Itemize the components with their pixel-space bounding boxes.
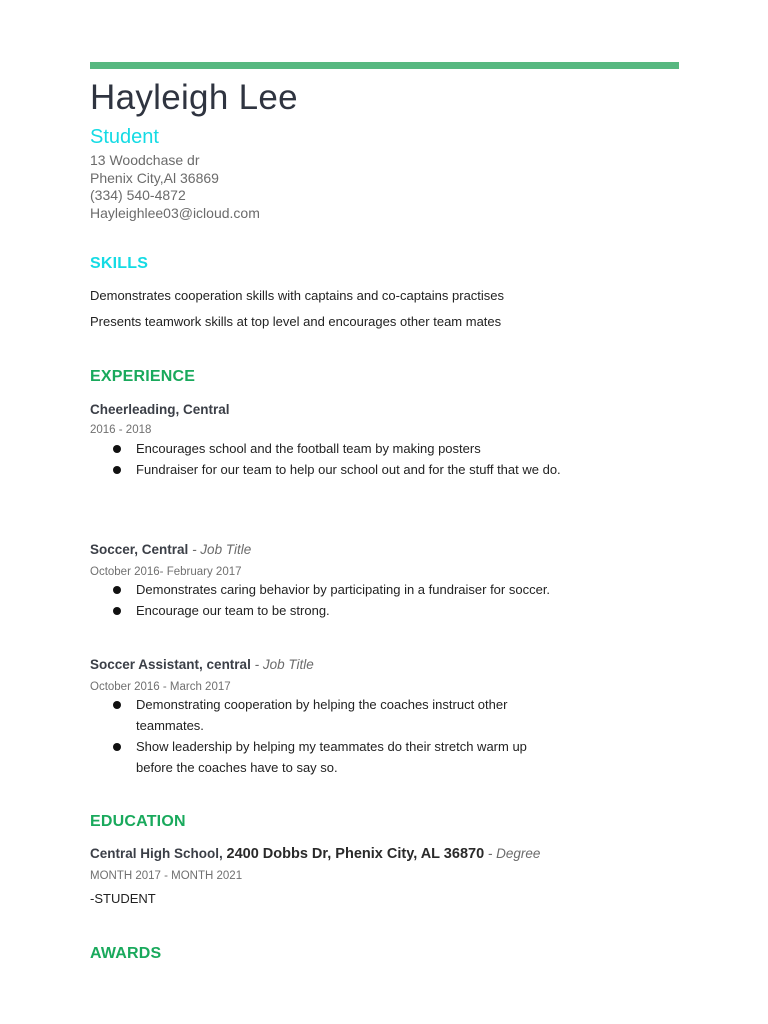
list-item [110, 459, 565, 480]
experience-title-text: Soccer Assistant, central [90, 657, 251, 672]
experience-dates: 2016 - 2018 [90, 424, 152, 436]
bullet-icon [113, 743, 121, 751]
awards-heading: AWARDS [90, 945, 162, 962]
candidate-role: Student [90, 126, 159, 148]
education-heading: EDUCATION [90, 813, 186, 830]
experience-dates: October 2016 - March 2017 [90, 681, 231, 693]
phone-number: (334) 540-4872 [90, 187, 186, 203]
bullet-text: Encourage our team to be strong. [136, 603, 330, 618]
accent-bar [90, 62, 679, 69]
job-title-placeholder: - Job Title [250, 657, 314, 672]
experience-dates: October 2016- February 2017 [90, 566, 242, 578]
school-name: Central High School, [90, 846, 227, 861]
experience-bullets [110, 579, 565, 621]
bullet-icon [113, 607, 121, 615]
skill-item: Demonstrates cooperation skills with captains and co-captains practises [90, 288, 505, 303]
experience-title-text: Soccer, Central [90, 542, 193, 557]
email-address: Hayleighlee03@icloud.com [90, 205, 260, 221]
address-line-1: 13 Woodchase dr [90, 152, 200, 168]
education-title [90, 846, 540, 862]
bullet-text: Fundraiser for our team to help our school out and for the stuff that we do. [136, 462, 561, 477]
list-item [110, 438, 565, 459]
experience-heading: EXPERIENCE [90, 368, 196, 385]
degree-placeholder: - Degree [484, 846, 541, 861]
school-address: 2400 Dobbs Dr, Phenix City, AL 36870 [226, 846, 485, 862]
list-item [110, 736, 565, 778]
experience-title [90, 542, 251, 557]
bullet-text: Demonstrates caring behavior by participating in a fundraiser for soccer. [136, 582, 551, 597]
bullet-text: Encourages school and the football team by making posters [136, 441, 481, 456]
list-item [110, 579, 565, 600]
bullet-icon [113, 466, 121, 474]
experience-title [90, 657, 314, 672]
address-line-2: Phenix City,Al 36869 [90, 170, 219, 186]
skill-item: Presents teamwork skills at top level and encourages other team mates [90, 314, 502, 329]
bullet-icon [113, 586, 121, 594]
education-detail: -STUDENT [90, 891, 156, 906]
experience-bullets [110, 438, 565, 480]
bullet-text: Demonstrating cooperation by helping the coaches instruct other teammates. [136, 697, 508, 733]
education-dates: MONTH 2017 - MONTH 2021 [90, 870, 243, 882]
experience-title-text: Cheerleading, Central [90, 402, 230, 417]
list-item [110, 694, 565, 736]
experience-title [90, 402, 230, 417]
skills-heading: SKILLS [90, 255, 149, 272]
bullet-text: Show leadership by helping my teammates do their stretch warm up before the coaches have to say so. [136, 739, 527, 775]
bullet-icon [113, 701, 121, 709]
experience-bullets [110, 694, 565, 778]
candidate-name: Hayleigh Lee [90, 78, 298, 117]
bullet-icon [113, 445, 121, 453]
job-title-placeholder: - Job Title [192, 542, 252, 557]
list-item [110, 600, 565, 621]
